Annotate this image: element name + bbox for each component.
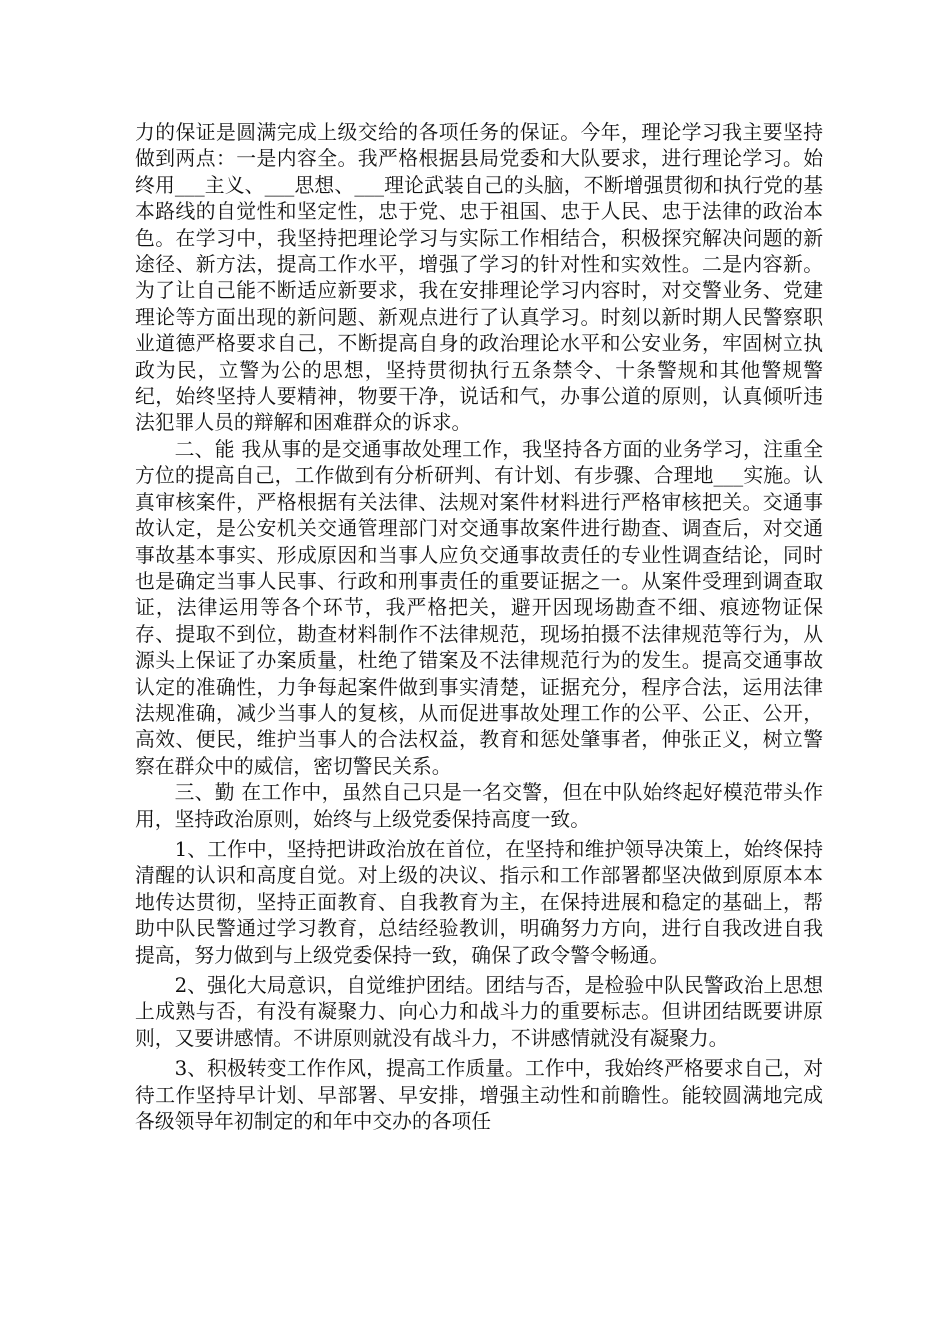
paragraph-item-2-unity: 2、强化大局意识，自觉维护团结。团结与否，是检验中队民警政治上思想上成熟与否，有没有凝聚力、向心力和战斗力的重要标志。但讲团结既要讲原则，又要讲感情。不讲原则就没有战斗力，不讲感情就没有凝聚力。	[135, 974, 823, 1050]
paragraph-item-1-politics: 1、工作中，坚持把讲政治放在首位，在坚持和维护领导决策上，始终保持清醒的认识和高度自觉。对上级的决议、指示和工作部署都坚决做到原原本本地传达贯彻，坚持正面教育、自我教育为主，在保持进展和稳定的基础上，帮助中队民警通过学习教育，总结经验教训，明确努力方向，进行自我改进自我提高，努力做到与上级党委保持一致，确保了政令警令畅通。	[135, 837, 823, 967]
paragraph-theory-study: 力的保证是圆满完成上级交给的各项任务的保证。今年，理论学习我主要坚持做到两点：一是内容全。我严格根据县局党委和大队要求，进行理论学习。始终用___主义、___思想、___理论武装自己的头脑，不断增强贯彻和执行党的基本路线的自觉性和坚定性，忠于党、忠于祖国、忠于人民、忠于法律的政治本色。在学习中，我坚持把理论学习与实际工作相结合，积极探究解决问题的新途径、新方法，提高工作水平，增强了学习的针对性和实效性。二是内容新。为了让自己能不断适应新要求，我在安排理论学习内容时，对交警业务、党建理论等方面出现的新问题、新观点进行了认真学习。时刻以新时期人民警察职业道德严格要求自己，不断提高自身的政治理论水平和公安业务，牢固树立执政为民，立警为公的思想，坚持贯彻执行五条禁令、十条警规和其他警规警纪，始终坚持人要精神，物要干净，说话和气，办事公道的原则，认真倾听违法犯罪人员的辩解和困难群众的诉求。	[135, 121, 823, 435]
document-page	[135, 120, 823, 1135]
paragraph-item-3-work-style: 3、积极转变工作作风，提高工作质量。工作中，我始终严格要求自己，对待工作坚持早计划、早部署、早安排，增强主动性和前瞻性。能较圆满地完成各级领导年初制定的和年中交办的各项任	[135, 1057, 823, 1134]
paragraph-section-three-diligence: 三、勤 在工作中，虽然自己只是一名交警，但在中队始终起好模范带头作用，坚持政治原则，始终与上级党委保持高度一致。	[135, 781, 823, 831]
paragraph-section-two-ability: 二、能 我从事的是交通事故处理工作，我坚持各方面的业务学习，注重全方位的提高自己，工作做到有分析研判、有计划、有步骤、合理地___实施。认真审核案件，严格根据有关法律、法规对案件材料进行严格审核把关。交通事故认定，是公安机关交通管理部门对交通事故案件进行勘查、调查后，对交通事故基本事实、形成原因和当事人应负交通事故责任的专业性调查结论，同时也是确定当事人民事、行政和刑事责任的重要证据之一。从案件受理到调查取证，法律运用等各个环节，我严格把关，避开因现场勘查不细、痕迹物证保存、提取不到位，勘查材料制作不法律规范，现场拍摄不法律规范等行为，从源头上保证了办案质量，杜绝了错案及不法律规范行为的发生。提高交通事故认定的准确性，力争每起案件做到事实清楚，证据充分，程序合法，运用法律法规准确，减少当事人的复核，从而促进事故处理工作的公平、公正、公开，高效、便民，维护当事人的合法权益，教育和惩处肇事者，伸张正义，树立警察在群众中的威信，密切警民关系。	[135, 437, 823, 778]
